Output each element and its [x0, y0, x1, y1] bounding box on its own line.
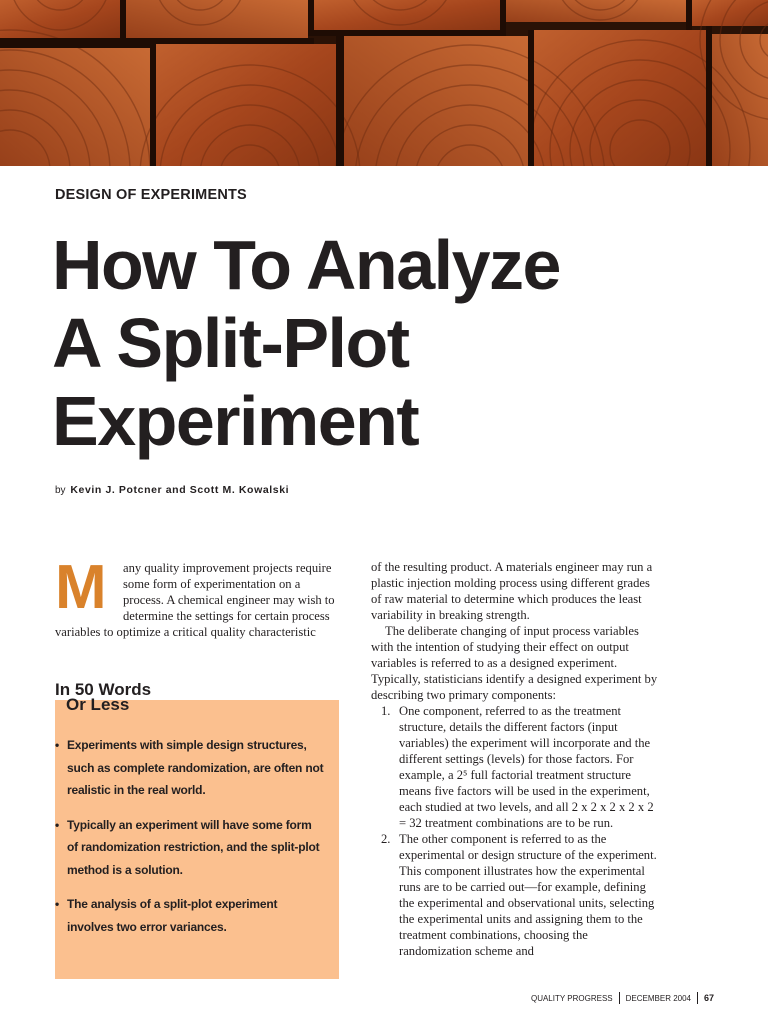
sidebar-bullet-list: [55, 734, 325, 950]
sidebar-bullet-item: [55, 814, 325, 882]
drop-cap: M: [55, 553, 107, 622]
page-footer: [531, 992, 714, 1004]
wood-block: [692, 0, 768, 26]
wood-block: [0, 0, 120, 38]
bullet-icon: •: [55, 817, 60, 832]
body-left-column: [55, 553, 343, 640]
title-line-2: A Split-Plot: [52, 304, 409, 382]
section-kicker: DESIGN OF EXPERIMENTS: [55, 187, 247, 203]
footer-divider: [697, 992, 698, 1004]
byline: [55, 484, 289, 496]
sidebar-bullet-text: Experiments with simple design structures, such as complete randomization, are often not realistic in the real world.: [67, 738, 324, 797]
list-item-text: One component, referred to as the treatment structure, details the different factors (input variables) the experiment will incorporate and the different settings (levels) for those factors. For example, a 2⁵ full factorial treatment structure means five factors will be used in the experiment, each studied at two levels, and all 2 x 2 x 2 x 2 x 2 = 32 treatment combinations are to be run.: [399, 704, 654, 830]
bullet-icon: •: [55, 897, 60, 911]
bullet-icon: •: [55, 738, 60, 752]
title-line-3: Experiment: [52, 382, 419, 460]
wood-block: [344, 36, 528, 166]
wood-block: [506, 0, 686, 22]
body-right-column: [371, 559, 663, 959]
footer-publication: QUALITY PROGRESS: [530, 993, 613, 1003]
sidebar-bullet-text: Typically an experiment will have some form of randomization restriction, and the split-plot method is a solution.: [67, 817, 320, 877]
wood-block: [712, 34, 768, 166]
page-number: 67: [703, 993, 714, 1003]
list-number: 1.: [381, 704, 391, 718]
list-item-text: The other component is referred to as the experimental or design structure of the experiment. This component illustrates how the experimental runs are to be carried out—for example, defining the experimental and observational units, selecting the experimental units and assigning them to the treatment combinations, choosing the randomization scheme and: [399, 832, 657, 958]
sidebar-title: [55, 682, 151, 712]
footer-divider: [619, 992, 620, 1004]
sidebar-bullet-item: [55, 893, 325, 938]
intro-paragraph: any quality improvement projects require some form of experimentation on a process. A chemical engineer may wish to determine the settings for certain process variables to optimize a critical quality characteristic: [55, 561, 335, 639]
byline-authors: Kevin J. Potcner and Scott M. Kowalski: [70, 484, 290, 496]
numbered-list-item: [371, 831, 663, 959]
wood-block: [534, 30, 706, 166]
footer-date: DECEMBER 2004: [625, 993, 691, 1003]
numbered-list-item: [371, 703, 663, 831]
hero-wood-image: [0, 0, 768, 166]
title-line-1: How To Analyze: [52, 226, 560, 304]
numbered-list: [371, 703, 663, 959]
paragraph: of the resulting product. A materials engineer may run a plastic injection molding process using different grades of raw material to determine which produces the least variability in breaking strength.: [371, 560, 653, 622]
paragraph: The deliberate changing of input process variables with the intention of studying their effect on output variables is referred to as a designed experiment. Typically, statisticians identify a designed experiment by describing two primary components:: [371, 624, 658, 702]
wood-block: [126, 0, 308, 38]
wood-block: [314, 0, 500, 30]
byline-prefix: by: [55, 485, 66, 496]
sidebar-bullet-item: [55, 734, 325, 802]
sidebar-bullet-text: The analysis of a split-plot experiment involves two error variances.: [67, 897, 278, 934]
sidebar-title-line-1: In 50 Words: [55, 680, 152, 699]
sidebar-title-line-2: Or Less: [66, 695, 130, 714]
article-title: [52, 226, 560, 460]
list-number: 2.: [381, 832, 391, 846]
